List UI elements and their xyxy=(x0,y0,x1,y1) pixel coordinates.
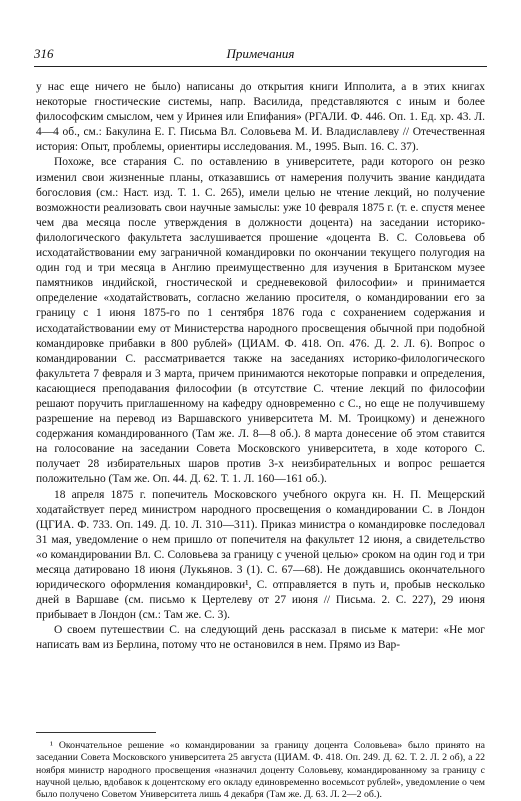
paragraph-continued: у нас еще ничего не было) написаны до открытия книги Ипполита, а в этих книгах некоторые гностические системы, напр. Василида, представляются с иным и более философским смыслом, чем у Иринея или Епифания» (РГАЛИ. Ф. 446. Оп. 1. Ед. хр. 43. Л. 4—4 об., см.: Бакулина Е. Г. Письма Вл. Соловьева М. И. Владиславлеву // Отечественная история: Опыт, проблемы, ориентиры исследования. М., 1995. Вып. 16. С. 37). xyxy=(36,81,485,154)
paragraph: 18 апреля 1875 г. попечитель Московского учебного округа кн. Н. П. Мещерский ходатайствует перед министром народного просвещения о командировании С. в Лондон (ЦГИА. Ф. 733. Оп. 149. Д. 10. Л. 310—311). Приказ министра о командировке последовал 31 мая, уведомление о нем пришло от попечителя на факультет 12 июня, а свидетельство «о командировании Вл. С. Соловьева за границу с ученой целью» сроком на один год и три месяца датировано 18 июня (Лукьянов. 3 (1). С. 67—68). Не дождавшись окончательного юридического оформления командировки¹, С. отправляется в путь и, пробыв несколько дней в Варшаве (см. письмо к Цертелеву от 27 июня // Письма. 2. С. 227), 29 июня прибывает в Лондон (см.: Там же. С. 3). xyxy=(36,488,485,622)
page-number: 316 xyxy=(34,46,54,61)
main-text xyxy=(36,80,485,654)
page-header xyxy=(34,46,487,66)
header-rule xyxy=(34,66,487,67)
paragraph: Похоже, все старания С. по оставлению в университете, ради которого он резко изменил свои жизненные планы, отказавшись от намерения получить звание кандидата богословия (см.: Наст. изд. Т. 1. С. 265), имели целью не чтение лекций, но получение возможности реализовать свои научные замыслы: уже 10 февраля 1875 г. (т. е. спустя менее чем два месяца после утверждения в должности доцента) на заседании историко-филологического факультета заслушивается прошение «доцента В. С. Соловьева об исходатайствовании ему заграничной командировки по окончании текущего полугодия на один год и три месяца в Англию преимущественно для изучения в Британском музее памятников индийской, гностической и средневековой философии» и принимается определение «ходатайствовать, согласно желанию просителя, о командировании его за границу с 1 июня 1875-го по 1 сентября 1876 года с сохранением содержания и исходатайствовании ему от Министерства народного просвещения обычной при подобной командировке прибавки в 800 рублей» (ЦИАМ. Ф. 418. Оп. 476. Д. 2. Л. 6). Вопрос о командировании С. рассматривается также на заседаниях историко-филологического факультета 7 февраля и 3 марта, причем принимаются некоторые поправки и определения, касающиеся преподавания философии (в отсутствие С. чтение лекций по философии решают поручить приглашенному на кафедру одновременно с С., но еще не получившему разрешение на перевод из Варшавского университета М. М. Троицкому) и денежного содержания командированного (Там же. Л. 8—8 об.). 8 марта донесение об этом ставится на голосование на заседании Совета Московского университета, в ходе которого С. получает 28 избирательных шаров против 3-х неизбирательных и вопрос решается положительно (Там же. Оп. 44. Д. 62. Т. 1. Л. 160—161 об.). xyxy=(36,156,485,486)
paragraph: О своем путешествии С. на следующий день рассказал в письме к матери: «Не мог написать вам из Берлина, потому что не остановился в нем. Прямо из Вар- xyxy=(36,624,485,652)
footnote-text: ¹ Окончательное решение «о командировании за границу доцента Соловьева» было принято на заседании Совета Московского университета 25 августа (ЦИАМ. Ф. 418. Оп. 249. Д. 62. Т. 2. Л. 2 об), а 22 ноября министр народного просвещения «назначил доценту Соловьеву, командированному за границу с научной целью, вдобавок к доцентскому его окладу единовременно восемьсот рублей», уведомление о чем было получено Советом Университета лишь 4 декабря (Там же. Д. 63. Л. 2—2 об.). xyxy=(36,740,485,801)
footnote xyxy=(36,740,485,801)
footnote-separator xyxy=(36,732,156,733)
running-title: Примечания xyxy=(226,46,295,61)
